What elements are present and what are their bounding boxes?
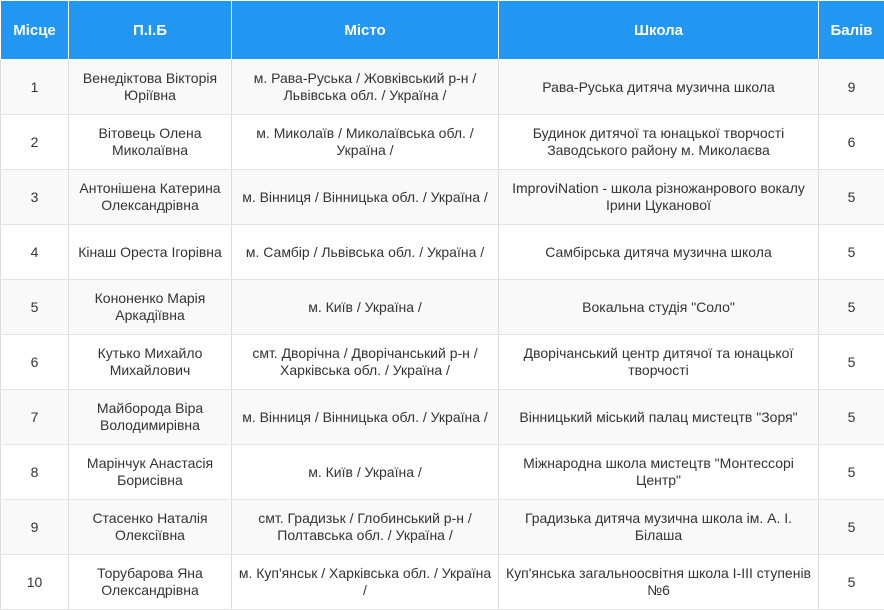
cell-school: Вінницький міський палац мистецтв "Зоря" xyxy=(499,390,819,445)
cell-place: 1 xyxy=(1,60,69,115)
cell-name: Кутько Михайло Михайлович xyxy=(69,335,232,390)
table-row xyxy=(1,445,884,500)
cell-place: 2 xyxy=(1,115,69,170)
cell-name: Кононенко Марія Аркадіївна xyxy=(69,280,232,335)
table-row xyxy=(1,60,884,115)
cell-school: Вокальна студія "Соло" xyxy=(499,280,819,335)
cell-city: м. Вінниця / Вінницька обл. / Україна / xyxy=(232,170,499,225)
cell-city: м. Миколаїв / Миколаївська обл. / Україна / xyxy=(232,115,499,170)
cell-city: м. Київ / Україна / xyxy=(232,280,499,335)
table-row xyxy=(1,500,884,555)
header-score: Балів xyxy=(819,1,884,60)
cell-place: 10 xyxy=(1,555,69,610)
cell-city: м. Київ / Україна / xyxy=(232,445,499,500)
cell-place: 4 xyxy=(1,225,69,280)
cell-school: Будинок дитячої та юнацької творчості Заводського району м. Миколаєва xyxy=(499,115,819,170)
cell-name: Марінчук Анастасія Борисівна xyxy=(69,445,232,500)
header-place: Місце xyxy=(1,1,69,60)
cell-place: 3 xyxy=(1,170,69,225)
cell-place: 7 xyxy=(1,390,69,445)
table-row xyxy=(1,280,884,335)
cell-score: 5 xyxy=(819,555,884,610)
cell-city: м. Самбір / Львівська обл. / Україна / xyxy=(232,225,499,280)
cell-school: Рава-Руська дитяча музична школа xyxy=(499,60,819,115)
cell-name: Кінаш Ореста Ігорівна xyxy=(69,225,232,280)
table-row xyxy=(1,225,884,280)
cell-place: 8 xyxy=(1,445,69,500)
cell-score: 9 xyxy=(819,60,884,115)
cell-score: 5 xyxy=(819,500,884,555)
header-city: Місто xyxy=(232,1,499,60)
cell-name: Антонішена Катерина Олександрівна xyxy=(69,170,232,225)
cell-school: Міжнародна школа мистецтв "Монтессорі Центр" xyxy=(499,445,819,500)
cell-score: 5 xyxy=(819,280,884,335)
cell-city: м. Куп'янськ / Харківська обл. / Україна / xyxy=(232,555,499,610)
header-name: П.І.Б xyxy=(69,1,232,60)
header-school: Школа xyxy=(499,1,819,60)
cell-city: смт. Градизьк / Глобинський р-н / Полтавська обл. / Україна / xyxy=(232,500,499,555)
cell-school: Градизька дитяча музична школа ім. А. І. Білаша xyxy=(499,500,819,555)
cell-score: 5 xyxy=(819,390,884,445)
cell-school: ImproviNation - школа різножанрового вокалу Ірини Цуканової xyxy=(499,170,819,225)
cell-score: 5 xyxy=(819,225,884,280)
cell-name: Венедіктова Вікторія Юріївна xyxy=(69,60,232,115)
cell-school: Куп'янська загальноосвітня школа І-ІІІ ступенів №6 xyxy=(499,555,819,610)
table-row xyxy=(1,170,884,225)
cell-place: 5 xyxy=(1,280,69,335)
cell-city: м. Рава-Руська / Жовківський р-н / Львівська обл. / Україна / xyxy=(232,60,499,115)
table-row xyxy=(1,390,884,445)
cell-name: Майборода Віра Володимирівна xyxy=(69,390,232,445)
cell-city: м. Вінниця / Вінницька обл. / Україна / xyxy=(232,390,499,445)
cell-score: 5 xyxy=(819,170,884,225)
cell-place: 6 xyxy=(1,335,69,390)
cell-city: смт. Дворічна / Дворічанський р-н / Харківська обл. / Україна / xyxy=(232,335,499,390)
table-header-row xyxy=(1,1,884,60)
cell-score: 5 xyxy=(819,335,884,390)
table-row xyxy=(1,115,884,170)
cell-name: Торубарова Яна Олександрівна xyxy=(69,555,232,610)
cell-place: 9 xyxy=(1,500,69,555)
table-row xyxy=(1,335,884,390)
cell-score: 5 xyxy=(819,445,884,500)
cell-name: Стасенко Наталія Олексіївна xyxy=(69,500,232,555)
cell-school: Дворічанський центр дитячої та юнацької творчості xyxy=(499,335,819,390)
cell-name: Вітовець Олена Миколаївна xyxy=(69,115,232,170)
cell-score: 6 xyxy=(819,115,884,170)
table-row xyxy=(1,555,884,610)
cell-school: Самбірська дитяча музична школа xyxy=(499,225,819,280)
